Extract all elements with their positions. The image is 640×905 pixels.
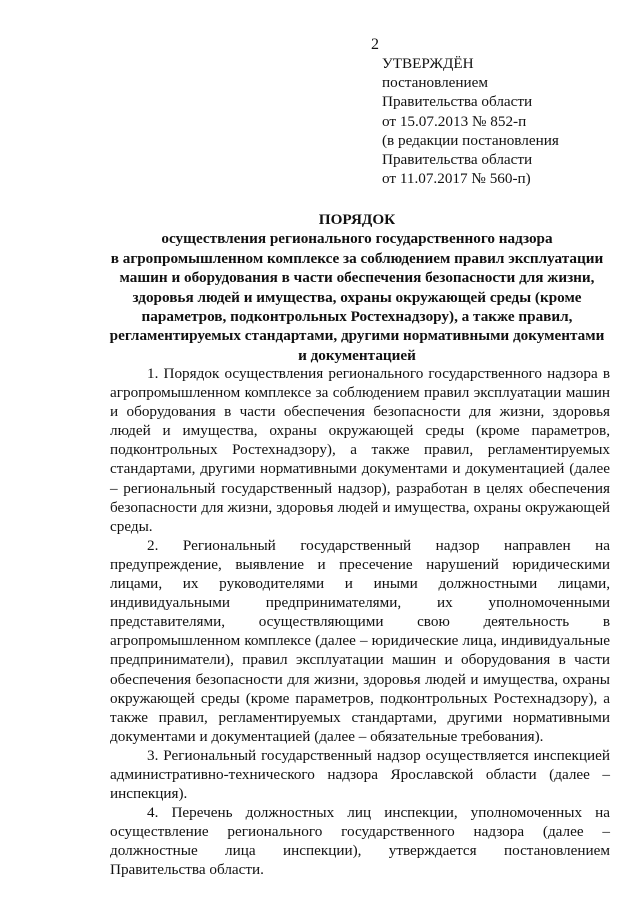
approval-line: Правительства области xyxy=(382,93,533,111)
paragraph-1: 1. Порядок осуществления регионального государственного надзора в агропромышленном комплексе за соблюдением правил эксплуатации машин и оборудования в части обеспечения безопасности для жизни, здоровья людей и имущества, охраны окружающей среды (кроме параметров, подконтрольных Ростехнадзору), а также правил, регламентируемых стандартами, другими нормативными документами и документацией (далее – региональный государственный надзор), разработан в целях обеспечения безопасности для жизни, здоровья людей и имущества, охраны окружающей среды. xyxy=(110,365,610,535)
approval-line: УТВЕРЖДЁН xyxy=(382,55,474,72)
title-line: регламентируемых стандартами, другими нормативными документами xyxy=(109,327,605,345)
title-line: ПОРЯДОК xyxy=(318,211,396,228)
approval-line: постановлением xyxy=(382,74,489,92)
approval-line: от 11.07.2017 № 560-п) xyxy=(382,170,531,188)
document-title xyxy=(100,210,614,365)
paragraph-2: 2. Региональный государственный надзор направлен на предупреждение, выявление и пресечение нарушений юридическими лицами, их руководителями и иными должностными лицами, индивидуальными предпринимателями, их уполномоченными представителями, осуществляющими свою деятельность в агропромышленном комплексе (далее – юридические лица, индивидуальные предприниматели), правил эксплуатации машин и оборудования в части обеспечения безопасности для жизни, здоровья людей и имущества, охраны окружающей среды (кроме параметров, подконтрольных Ростехнадзору), а также правил, регламентируемых стандартами, другими нормативными документами и документацией (далее – обязательные требования). xyxy=(110,536,610,745)
document-body xyxy=(110,364,610,880)
page-number: 2 xyxy=(371,36,379,53)
title-line: и документацией xyxy=(298,346,416,364)
title-line: в агропромышленном комплексе за соблюдением правил эксплуатации xyxy=(110,249,604,267)
title-line: параметров, подконтрольных Ростехнадзору), а также правил, xyxy=(141,308,573,326)
title-line: здоровья людей и имущества, охраны окружающей среды (кроме xyxy=(132,288,582,306)
approval-line: (в редакции постановления xyxy=(382,131,559,149)
paragraph-4: 4. Перечень должностных лиц инспекции, уполномоченных на осуществление регионального государственного надзора (далее – должностные лица инспекции), утверждается постановлением Правительства области. xyxy=(110,804,610,879)
approval-stamp xyxy=(382,54,559,188)
approval-line: Правительства области xyxy=(382,151,533,169)
paragraph-3: 3. Региональный государственный надзор осуществляется инспекцией административно-технического надзора Ярославской области (далее – инспекция). xyxy=(110,746,610,803)
approval-line: от 15.07.2013 № 852-п xyxy=(382,112,527,130)
title-line: осуществления регионального государственного надзора xyxy=(161,230,553,248)
title-line: машин и оборудования в части обеспечения безопасности для жизни, xyxy=(119,269,595,287)
